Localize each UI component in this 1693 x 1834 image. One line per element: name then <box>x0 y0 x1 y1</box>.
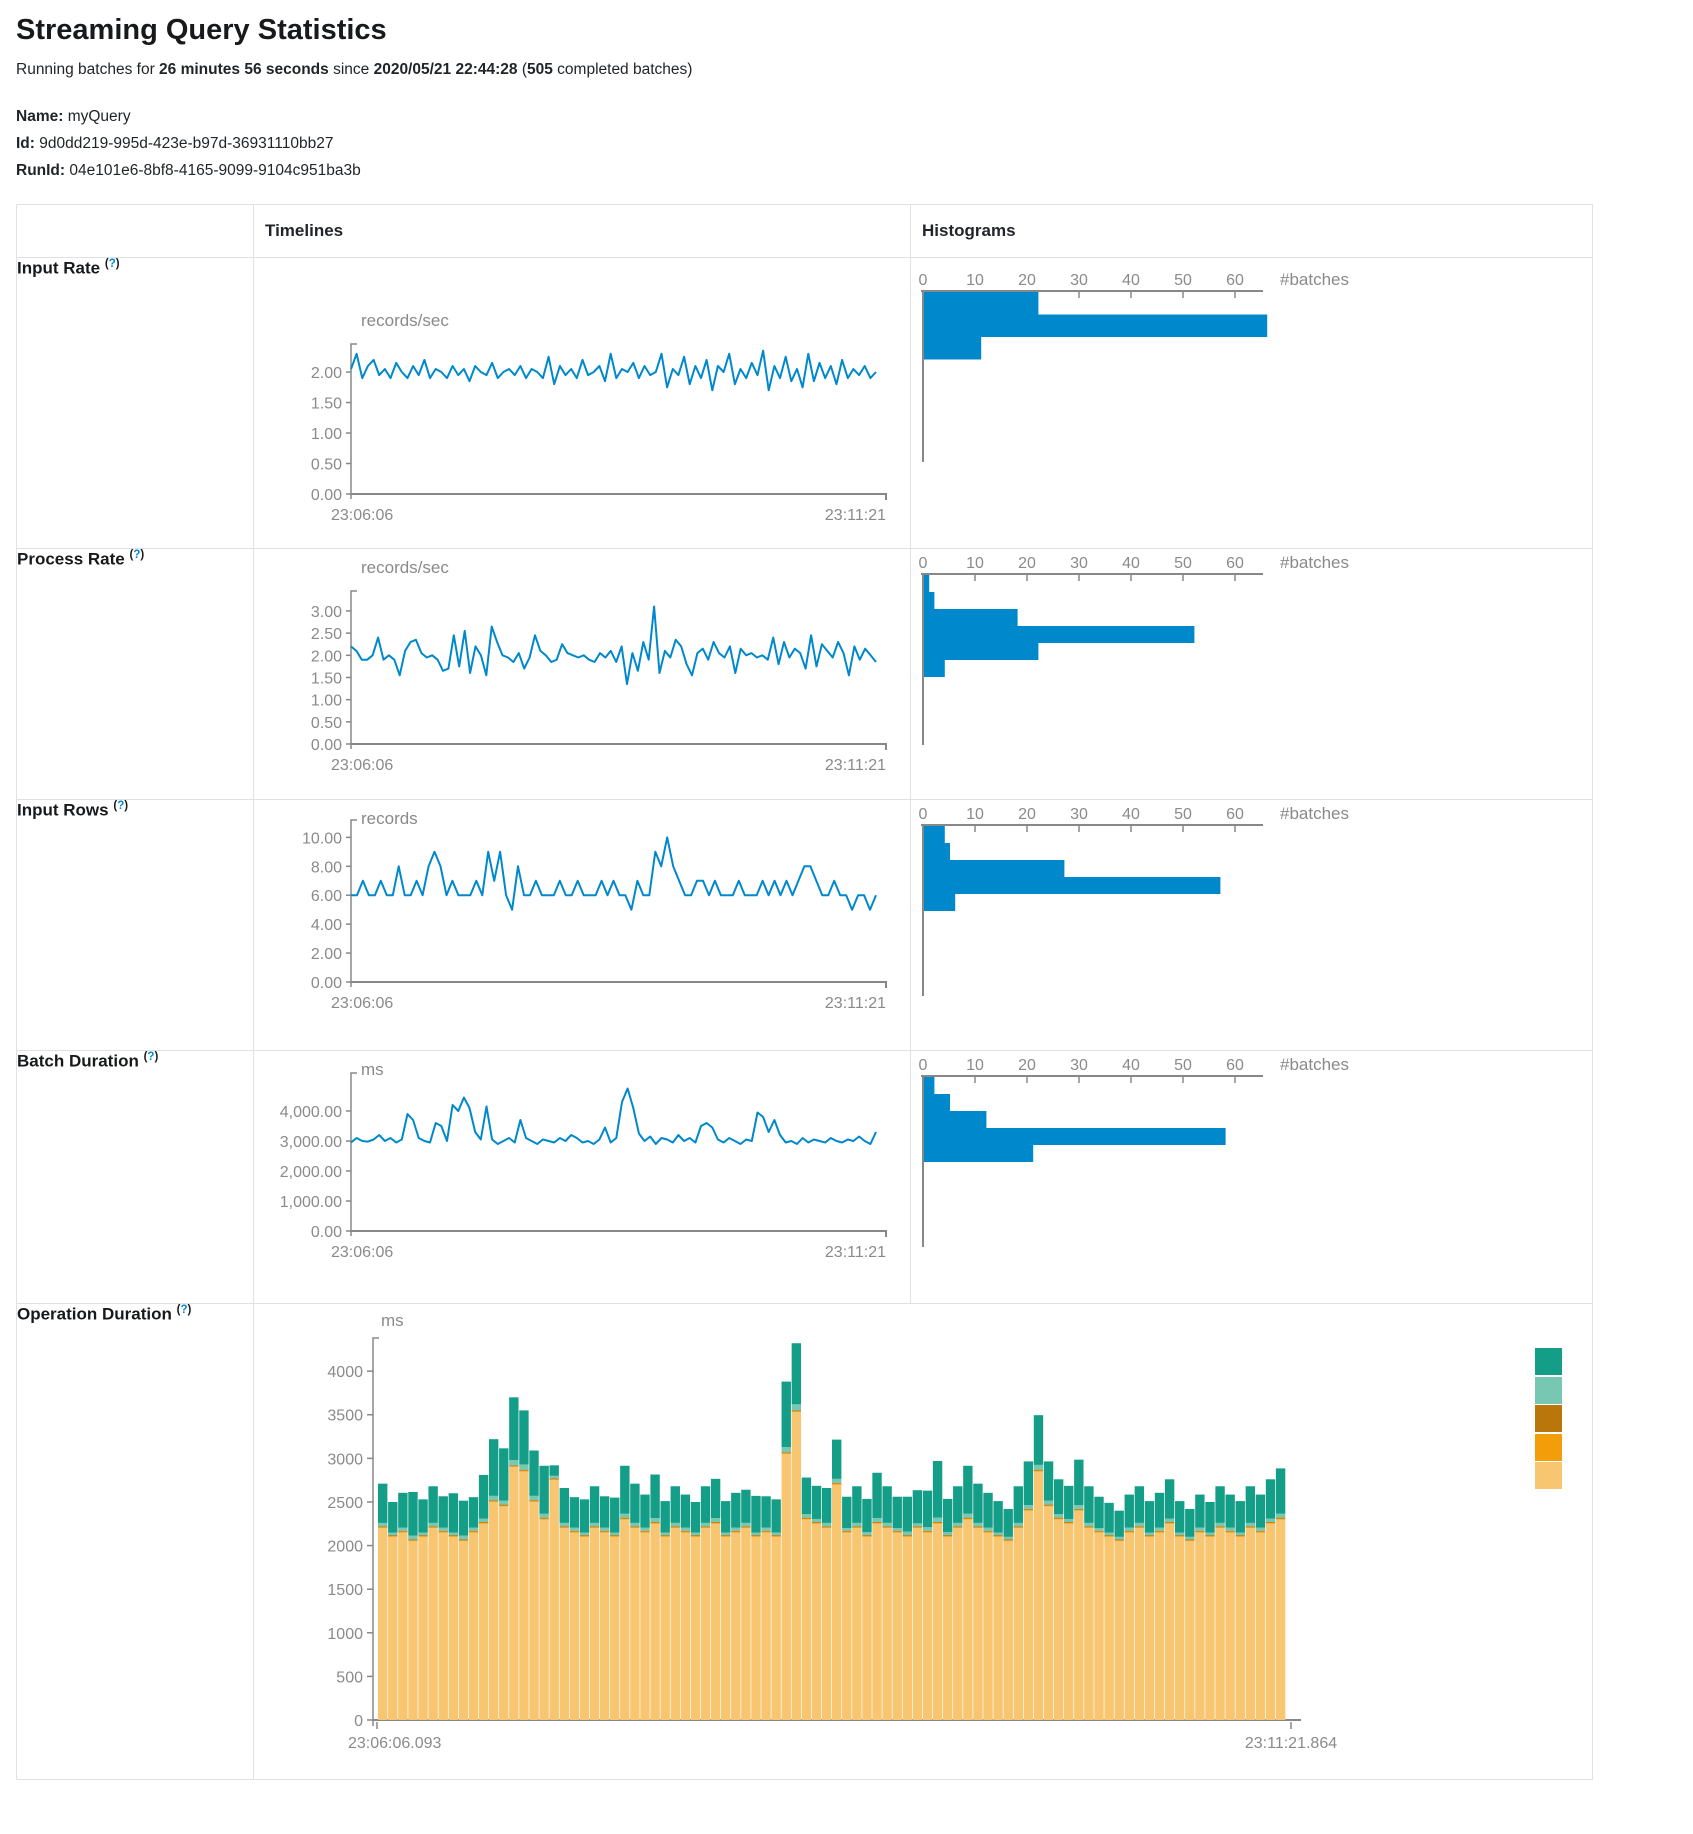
svg-text:1.50: 1.50 <box>310 670 342 688</box>
svg-text:20: 20 <box>1018 272 1036 289</box>
svg-text:1.50: 1.50 <box>310 395 342 413</box>
svg-text:23:11:21: 23:11:21 <box>824 757 886 774</box>
svg-text:1.00: 1.00 <box>310 426 342 444</box>
query-id-label: Id: <box>16 135 35 152</box>
svg-text:3,000.00: 3,000.00 <box>279 1133 342 1151</box>
svg-text:1000: 1000 <box>327 1625 363 1643</box>
page-title: Streaming Query Statistics <box>16 14 387 46</box>
input-rows-label: Input Rows (?) <box>17 800 254 1051</box>
timelines-header: Timelines <box>254 205 911 258</box>
svg-text:records/sec: records/sec <box>361 558 449 577</box>
operation-duration-chart <box>256 1306 1592 1779</box>
svg-text:20: 20 <box>1018 1057 1036 1074</box>
input-rows-timeline-chart <box>256 802 910 1019</box>
input-rows-help-link[interactable]: (?) <box>113 800 129 812</box>
streaming-query-statistics-page <box>0 14 1693 1834</box>
svg-text:4000: 4000 <box>327 1364 363 1382</box>
query-runid-row <box>16 157 1693 184</box>
query-id-value: 9d0dd219-995d-423e-b97d-36931110bb27 <box>39 135 334 152</box>
process-rate-histogram-chart <box>915 553 1592 758</box>
empty-header-cell <box>17 205 254 258</box>
svg-text:40: 40 <box>1122 272 1140 289</box>
running-duration: 26 minutes 56 seconds <box>159 61 329 78</box>
svg-text:2,000.00: 2,000.00 <box>279 1163 342 1181</box>
svg-text:0.50: 0.50 <box>310 714 342 732</box>
svg-text:50: 50 <box>1174 806 1192 823</box>
svg-text:50: 50 <box>1174 272 1192 289</box>
svg-text:2.00: 2.00 <box>310 946 342 964</box>
histograms-header: Histograms <box>911 205 1593 258</box>
svg-text:30: 30 <box>1070 555 1088 572</box>
process-rate-label: Process Rate (?) <box>17 549 254 800</box>
help-question-icon: ? <box>108 258 116 270</box>
svg-text:6.00: 6.00 <box>310 888 342 906</box>
svg-text:60: 60 <box>1226 555 1244 572</box>
svg-text:1500: 1500 <box>327 1582 363 1600</box>
svg-text:50: 50 <box>1174 1057 1192 1074</box>
statistics-table <box>16 204 1593 1780</box>
svg-text:23:11:21: 23:11:21 <box>824 507 886 524</box>
svg-text:0: 0 <box>918 272 928 289</box>
input-rate-row <box>17 258 1593 549</box>
svg-text:40: 40 <box>1122 1057 1140 1074</box>
svg-text:30: 30 <box>1070 272 1088 289</box>
svg-text:30: 30 <box>1070 1057 1088 1074</box>
svg-text:2.00: 2.00 <box>310 648 342 666</box>
svg-text:60: 60 <box>1226 806 1244 823</box>
svg-text:3000: 3000 <box>327 1451 363 1469</box>
svg-text:3.00: 3.00 <box>310 603 342 621</box>
svg-text:1,000.00: 1,000.00 <box>279 1193 342 1211</box>
svg-text:#batches: #batches <box>1280 553 1349 572</box>
svg-text:20: 20 <box>1018 806 1036 823</box>
batch-duration-label: Batch Duration (?) <box>17 1051 254 1304</box>
query-name-value: myQuery <box>67 108 131 125</box>
legend-swatch <box>1535 1405 1562 1432</box>
svg-text:#batches: #batches <box>1280 1055 1349 1074</box>
svg-text:2000: 2000 <box>327 1538 363 1556</box>
operation-duration-help-link[interactable]: (?) <box>176 1304 192 1316</box>
svg-text:23:06:06: 23:06:06 <box>331 1244 394 1261</box>
svg-text:10: 10 <box>966 1057 984 1074</box>
svg-text:2.00: 2.00 <box>310 365 342 383</box>
svg-text:ms: ms <box>381 1311 404 1330</box>
legend-swatch <box>1535 1462 1562 1489</box>
query-info <box>16 103 1693 184</box>
legend-swatch <box>1535 1377 1562 1404</box>
query-runid-label: RunId: <box>16 162 66 179</box>
svg-text:23:11:21: 23:11:21 <box>824 1244 886 1261</box>
legend-swatch <box>1535 1348 1562 1375</box>
svg-text:23:06:06.093: 23:06:06.093 <box>348 1735 442 1752</box>
svg-text:0: 0 <box>918 806 928 823</box>
start-time: 2020/05/21 22:44:28 <box>373 61 518 78</box>
input-rate-timeline-chart <box>256 304 910 537</box>
operation-duration-legend <box>1535 1348 1562 1491</box>
batch-duration-timeline-chart <box>256 1053 910 1270</box>
svg-text:0.00: 0.00 <box>310 975 342 992</box>
help-question-icon: ? <box>180 1304 188 1316</box>
input-rate-help-link[interactable]: (?) <box>104 258 120 270</box>
svg-text:23:06:06: 23:06:06 <box>331 507 394 524</box>
process-rate-row <box>17 549 1593 800</box>
svg-text:ms: ms <box>361 1060 384 1079</box>
svg-text:records: records <box>361 809 418 828</box>
batch-duration-histogram-chart <box>915 1055 1592 1260</box>
svg-text:2500: 2500 <box>327 1494 363 1512</box>
svg-text:23:11:21.864: 23:11:21.864 <box>1244 1735 1338 1752</box>
svg-text:0.00: 0.00 <box>310 487 342 504</box>
input-rate-histogram-chart <box>915 270 1592 475</box>
help-question-icon: ? <box>117 800 125 812</box>
svg-text:500: 500 <box>336 1669 363 1687</box>
svg-text:4.00: 4.00 <box>310 917 342 935</box>
svg-text:40: 40 <box>1122 806 1140 823</box>
svg-text:23:11:21: 23:11:21 <box>824 995 886 1012</box>
svg-text:50: 50 <box>1174 555 1192 572</box>
svg-text:0: 0 <box>918 555 928 572</box>
process-rate-timeline-chart <box>256 551 910 786</box>
query-runid-value: 04e101e6-8bf8-4165-9099-9104c951ba3b <box>69 162 361 179</box>
svg-text:8.00: 8.00 <box>310 859 342 877</box>
svg-text:2.50: 2.50 <box>310 626 342 644</box>
svg-text:records/sec: records/sec <box>361 311 449 330</box>
help-question-icon: ? <box>133 549 141 561</box>
query-name-label: Name: <box>16 108 64 125</box>
table-header-row <box>17 205 1593 258</box>
svg-text:#batches: #batches <box>1280 804 1349 823</box>
input-rate-label: Input Rate (?) <box>17 258 254 549</box>
svg-text:10: 10 <box>966 272 984 289</box>
process-rate-help-link[interactable]: (?) <box>129 549 145 561</box>
svg-text:40: 40 <box>1122 555 1140 572</box>
svg-text:60: 60 <box>1226 272 1244 289</box>
query-name-row <box>16 103 1693 130</box>
svg-text:3500: 3500 <box>327 1407 363 1425</box>
svg-text:0.50: 0.50 <box>310 456 342 474</box>
input-rows-row <box>17 800 1593 1051</box>
svg-text:0.00: 0.00 <box>310 737 342 754</box>
svg-text:60: 60 <box>1226 1057 1244 1074</box>
svg-text:0.00: 0.00 <box>310 1224 342 1241</box>
input-rows-histogram-chart <box>915 804 1592 1009</box>
svg-text:10: 10 <box>966 806 984 823</box>
query-id-row <box>16 130 1693 157</box>
svg-text:0: 0 <box>918 1057 928 1074</box>
svg-text:20: 20 <box>1018 555 1036 572</box>
running-batches-summary: Running batches for 26 minutes 56 seconds since 2020/05/21 22:44:28 (505 completed batches) <box>16 61 693 78</box>
svg-text:30: 30 <box>1070 806 1088 823</box>
svg-text:0: 0 <box>354 1713 363 1730</box>
operation-duration-row <box>17 1304 1593 1780</box>
batch-duration-row <box>17 1051 1593 1304</box>
batch-duration-help-link[interactable]: (?) <box>143 1051 159 1063</box>
svg-text:1.00: 1.00 <box>310 692 342 710</box>
svg-text:23:06:06: 23:06:06 <box>331 757 394 774</box>
legend-swatch <box>1535 1434 1562 1461</box>
completed-batches-count: 505 <box>526 61 553 78</box>
help-question-icon: ? <box>147 1051 155 1063</box>
svg-text:#batches: #batches <box>1280 270 1349 289</box>
svg-text:10.00: 10.00 <box>301 830 342 848</box>
svg-text:10: 10 <box>966 555 984 572</box>
operation-duration-label: Operation Duration (?) <box>17 1304 254 1780</box>
svg-text:4,000.00: 4,000.00 <box>279 1103 342 1121</box>
svg-text:23:06:06: 23:06:06 <box>331 995 394 1012</box>
